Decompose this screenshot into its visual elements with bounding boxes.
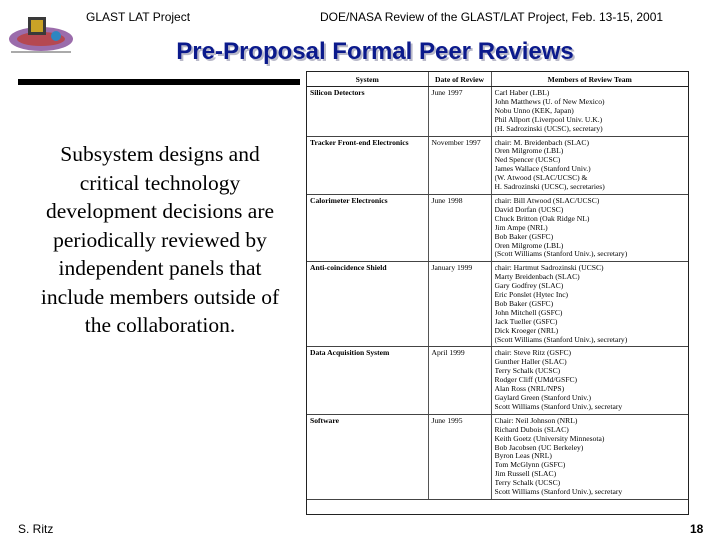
member-name: Bob Baker (GSFC) bbox=[494, 299, 554, 308]
page-title: Pre-Proposal Formal Peer Reviews bbox=[176, 38, 574, 65]
member-name: Carl Haber (LBL) bbox=[494, 89, 550, 97]
member-name: Terry Schalk (UCSC) bbox=[494, 479, 561, 488]
table-row bbox=[307, 136, 688, 194]
date-cell: June 1995 bbox=[428, 414, 491, 499]
member-name: Nobu Unno (KEK, Japan) bbox=[494, 106, 574, 115]
member-name: James Wallace (Stanford Univ.) bbox=[494, 165, 591, 174]
member-name: Rodger Cliff (UMd/GSFC) bbox=[494, 376, 578, 385]
member-name: Richard Dubois (SLAC) bbox=[494, 425, 569, 434]
column-header-date: Date of Review bbox=[428, 72, 491, 87]
review-title: DOE/NASA Review of the GLAST/LAT Project, Feb. 13-15, 2001 bbox=[320, 10, 664, 24]
member-name: Chuck Britton (Oak Ridge NL) bbox=[494, 214, 590, 223]
system-cell: Calorimeter Electronics bbox=[307, 194, 428, 261]
date-cell: June 1998 bbox=[428, 194, 491, 261]
member-name: John Matthews (U. of New Mexico) bbox=[494, 97, 605, 106]
member-name: Bob Jacobsen (UC Berkeley) bbox=[494, 443, 584, 452]
date-cell: April 1999 bbox=[428, 347, 491, 414]
members-cell bbox=[491, 414, 688, 499]
glast-logo bbox=[6, 12, 76, 62]
system-cell: Tracker Front-end Electronics bbox=[307, 136, 428, 194]
member-name: Eric Ponslet (Hytec Inc) bbox=[494, 291, 569, 300]
body-text: Subsystem designs and critical technology development decisions are periodically reviewed by independent panels that include members outside of the collaboration. bbox=[40, 142, 280, 337]
review-table bbox=[306, 71, 689, 515]
system-cell: Data Acquisition System bbox=[307, 347, 428, 414]
table-row bbox=[307, 194, 688, 261]
member-name: Scott Williams (Stanford Univ.), secretary bbox=[494, 402, 623, 411]
member-name: chair: Hartmut Sadrozinski (UCSC) bbox=[494, 264, 604, 273]
table-row bbox=[307, 414, 688, 499]
member-name: David Dorfan (UCSC) bbox=[494, 205, 564, 214]
member-name: (Scott Williams (Stanford Univ.), secretary) bbox=[494, 250, 628, 259]
date-cell: June 1997 bbox=[428, 87, 491, 137]
member-name: Jack Tueller (GSFC) bbox=[494, 317, 558, 326]
member-name: Dick Kroeger (NRL) bbox=[494, 326, 559, 335]
member-name: chair: Steve Ritz (GSFC) bbox=[494, 349, 572, 358]
member-name: chair: Bill Atwood (SLAC/UCSC) bbox=[494, 196, 600, 205]
table-header-row bbox=[307, 72, 688, 87]
system-cell: Software bbox=[307, 414, 428, 499]
column-header-members: Members of Review Team bbox=[491, 72, 688, 87]
member-name: Byron Leas (NRL) bbox=[494, 452, 552, 461]
date-cell: January 1999 bbox=[428, 262, 491, 347]
members-cell bbox=[491, 136, 688, 194]
member-name: Ned Spencer (UCSC) bbox=[494, 156, 561, 165]
author: S. Ritz bbox=[18, 522, 54, 536]
date-cell: November 1997 bbox=[428, 136, 491, 194]
member-name: Scott Williams (Stanford Univ.), secretary bbox=[494, 488, 623, 497]
member-name: (H. Sadrozinski (UCSC), secretary) bbox=[494, 124, 603, 133]
member-name: Phil Allport (Liverpool Univ. U.K.) bbox=[494, 115, 603, 124]
project-name: GLAST LAT Project bbox=[86, 10, 191, 24]
table-row bbox=[307, 87, 688, 137]
member-name: John Mitchell (GSFC) bbox=[494, 308, 563, 317]
member-name: Tom McGlynn (GSFC) bbox=[494, 461, 566, 470]
member-name: Bob Baker (GSFC) bbox=[494, 232, 554, 241]
member-name: Gary Godfrey (SLAC) bbox=[494, 282, 564, 291]
members-cell bbox=[491, 262, 688, 347]
member-name: (Scott Williams (Stanford Univ.), secretary) bbox=[494, 335, 628, 344]
system-cell: Anti-coincidence Shield bbox=[307, 262, 428, 347]
member-name: (W. Atwood (SLAC/UCSC) & bbox=[494, 174, 588, 183]
system-cell: Silicon Detectors bbox=[307, 87, 428, 137]
member-name: Keith Goetz (University Minnesota) bbox=[494, 434, 605, 443]
member-name: Alan Ross (NRL/NPS) bbox=[494, 385, 565, 394]
member-name: Marty Breidenbach (SLAC) bbox=[494, 273, 580, 282]
members-cell bbox=[491, 87, 688, 137]
member-name: Gunther Haller (SLAC) bbox=[494, 358, 567, 367]
title-rule bbox=[18, 79, 300, 85]
member-name: Chair: Neil Johnson (NRL) bbox=[494, 416, 578, 425]
table-row bbox=[307, 262, 688, 347]
table-row bbox=[307, 347, 688, 414]
member-name: Terry Schalk (UCSC) bbox=[494, 367, 561, 376]
member-name: Oren Milgrome (LBL) bbox=[494, 241, 564, 250]
members-cell bbox=[491, 347, 688, 414]
member-name: Jim Ampe (NRL) bbox=[494, 223, 548, 232]
member-name: chair: M. Breidenbach (SLAC) bbox=[494, 138, 589, 147]
member-name: H. Sadrozinski (UCSC), secretaries) bbox=[494, 183, 605, 192]
members-cell bbox=[491, 194, 688, 261]
column-header-system: System bbox=[307, 72, 428, 87]
member-name: Gaylard Green (Stanford Univ.) bbox=[494, 394, 592, 402]
member-name: Jim Russell (SLAC) bbox=[494, 470, 557, 479]
page-number: 18 bbox=[690, 522, 704, 536]
member-name: Oren Milgrome (LBL) bbox=[494, 147, 564, 156]
